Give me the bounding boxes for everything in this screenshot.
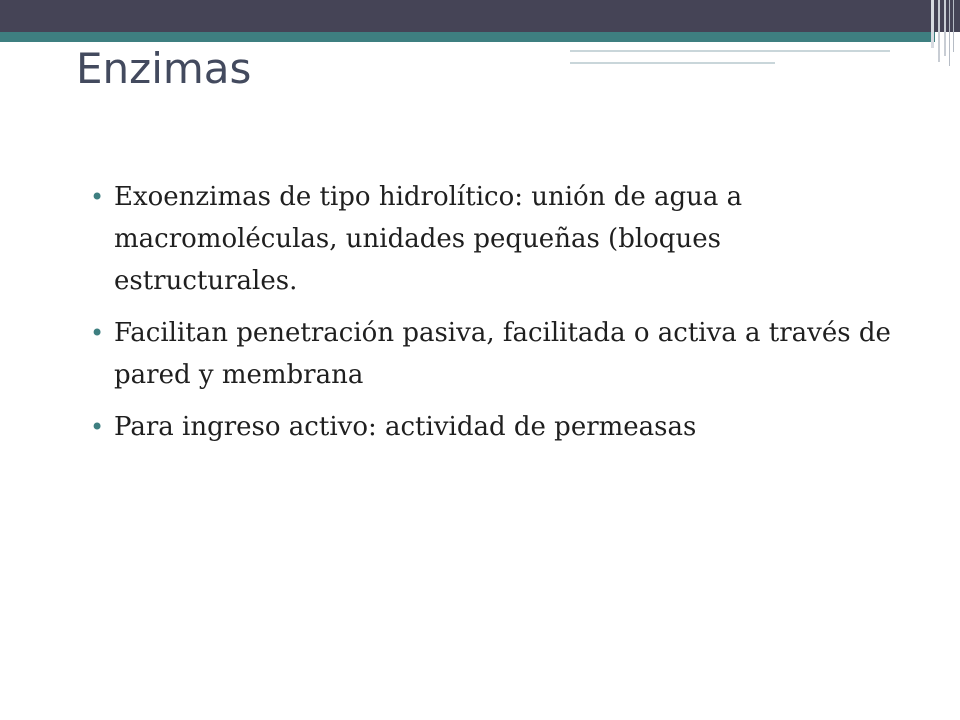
header-bar — [0, 0, 960, 32]
decorative-stripe — [953, 0, 954, 52]
bullet-item — [90, 176, 910, 302]
accent-band — [0, 32, 935, 42]
bullet-item — [90, 312, 910, 396]
decorative-stripe — [931, 0, 934, 48]
bullet-icon: • — [90, 413, 105, 441]
decorative-stripe — [949, 0, 950, 66]
accent-line — [570, 50, 890, 52]
bullet-icon: • — [90, 183, 105, 211]
slide-title: Enzimas — [76, 44, 252, 93]
bullet-text: Exoenzimas de tipo hidrolítico: unión de agua a macromoléculas, unidades pequeñas (bloques estructurales. — [114, 182, 743, 296]
bullet-icon: • — [90, 319, 105, 347]
decorative-stripe — [944, 0, 946, 56]
bullet-item — [90, 406, 910, 448]
bullet-text: Para ingreso activo: actividad de permeasas — [114, 412, 697, 442]
decorative-stripe — [938, 0, 940, 62]
bullet-text: Facilitan penetración pasiva, facilitada o activa a través de pared y membrana — [114, 318, 891, 390]
accent-line — [570, 62, 775, 64]
bullet-list — [90, 176, 910, 458]
